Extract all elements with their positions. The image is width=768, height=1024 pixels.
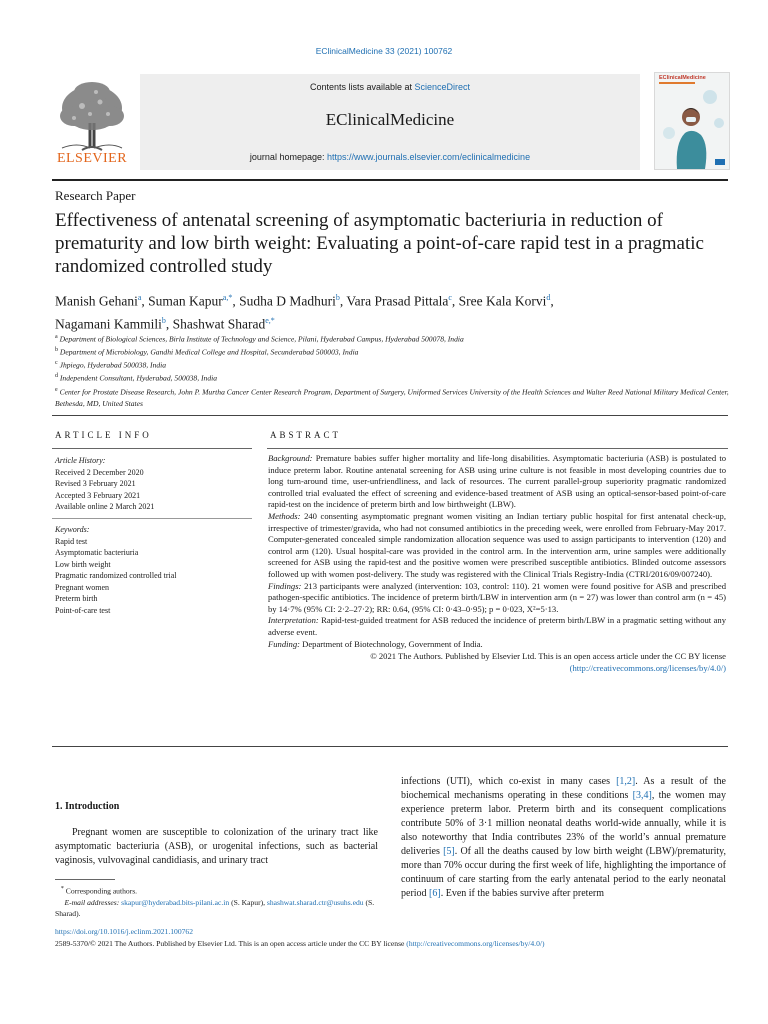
- article-info-divider: [52, 448, 252, 449]
- affiliation-item: [55, 345, 735, 358]
- keywords-divider: [52, 518, 252, 519]
- cover-title: EClinicalMedicine: [659, 75, 706, 81]
- license-statement: [268, 651, 726, 674]
- author-separator: ,: [141, 293, 149, 309]
- article-title: Effectiveness of antenatal screening of asymptomatic bacteriuria in reduction of prematurity and low birth weight: Evaluating a point-of-care rapid test in a pragmatic randomized controlled study: [55, 210, 704, 277]
- affiliation-marker: c: [55, 360, 58, 367]
- body-left-column: [55, 826, 378, 868]
- author-name: Vara Prasad Pittala: [346, 293, 449, 309]
- publisher-logo-text: ELSEVIER: [56, 151, 128, 166]
- abstract-interpretation: [268, 615, 726, 638]
- abstract-heading: ABSTRACT: [270, 430, 342, 440]
- introduction-heading: 1. Introduction: [55, 801, 120, 812]
- citation-link[interactable]: [5]: [443, 846, 455, 857]
- author-affiliation-marker[interactable]: a,*: [222, 293, 233, 302]
- abstract-section-label: Methods:: [268, 510, 301, 521]
- body-right-column: [401, 775, 726, 901]
- article-history: [55, 455, 250, 513]
- keywords-label: Keywords:: [55, 525, 90, 534]
- history-line: Received 2 December 2020: [55, 467, 144, 477]
- doi-line: [55, 927, 193, 936]
- abstract-section-text: Department of Biotechnology, Government of India.: [299, 638, 483, 649]
- keyword-item: Preterm birth: [55, 594, 98, 603]
- journal-title: EClinicalMedicine: [325, 110, 455, 129]
- affiliation-marker: a: [55, 334, 58, 340]
- email-link-sharad[interactable]: shashwat.sharad.ctr@usuhs.edu: [266, 897, 364, 907]
- keyword-item: Pregnant women: [55, 582, 109, 592]
- cover-illustration-icon: [655, 73, 729, 169]
- abstract-section-label: Findings:: [268, 580, 302, 591]
- author-name: Nagamani Kammili: [55, 316, 162, 331]
- author-separator: ,: [339, 293, 347, 309]
- citation-link[interactable]: [3,4]: [632, 790, 652, 801]
- section-divider: [52, 415, 728, 416]
- history-line: Accepted 3 February 2021: [55, 490, 141, 500]
- body-text-run: . As a result of the biochemical mechanisms operating in these conditions: [401, 776, 726, 801]
- body-text-run: infections (UTI), which co-exist in many cases: [401, 776, 617, 787]
- journal-reference[interactable]: EClinicalMedicine 33 (2021) 100762: [315, 46, 453, 56]
- corresponding-text: Corresponding authors.: [65, 886, 138, 896]
- email-footnote: [55, 897, 378, 919]
- sciencedirect-link[interactable]: ScienceDirect: [414, 82, 471, 92]
- footnotes: [55, 883, 378, 919]
- homepage-prefix: journal homepage:: [249, 152, 327, 162]
- citation-link[interactable]: [6]: [429, 888, 441, 899]
- body-text-run: . Of all the deaths caused by low birth weight (LBW)/prematurity, more than 70% occur during the first week of life, highlighting the importance of continuum of care starting from the early antenatal period to the early neonatal period: [401, 846, 727, 899]
- homepage-line: [140, 152, 640, 162]
- abstract-divider: [267, 448, 728, 449]
- article-type: Research Paper: [55, 188, 136, 203]
- affiliation-marker: e: [55, 386, 58, 393]
- abstract-findings: [268, 581, 726, 616]
- abstract-methods: [268, 511, 726, 581]
- footnote-divider: [55, 879, 115, 880]
- abstract-section-label: Interpretation:: [268, 615, 319, 626]
- affiliation-text: Independent Consultant, Hyderabad, 500038, India: [59, 373, 218, 383]
- affiliation-item: [55, 371, 735, 384]
- author-separator: ,: [232, 293, 240, 309]
- abstract-section-label: Background:: [268, 453, 313, 463]
- contents-prefix: Contents lists available at: [309, 82, 415, 92]
- email-owner: (S. Kapur),: [229, 897, 267, 907]
- contents-line: [140, 82, 640, 92]
- author-affiliation-marker[interactable]: d: [546, 293, 551, 302]
- keywords: [55, 524, 250, 616]
- license-link[interactable]: (http://creativecommons.org/licenses/by/4.0/): [569, 662, 726, 673]
- citation-link[interactable]: [1,2]: [616, 776, 636, 787]
- author-affiliation-marker[interactable]: b: [161, 315, 166, 325]
- abstract-bottom-divider: [52, 746, 728, 747]
- author-name: Manish Gehani: [55, 293, 138, 309]
- copyright-license-link[interactable]: (http://creativecommons.org/licenses/by/4.0/): [406, 939, 545, 948]
- author-name: Sree Kala Korvi: [458, 293, 547, 309]
- copyright-text: 2589-5370/© 2021 The Authors. Published by Elsevier Ltd. This is an open access article under the CC BY license: [55, 939, 407, 948]
- email-owner: (S. Sharad).: [55, 897, 375, 918]
- author-name: Suman Kapur: [148, 293, 223, 309]
- homepage-link[interactable]: https://www.journals.elsevier.com/eclinicalmedicine: [326, 152, 531, 162]
- author-affiliation-marker[interactable]: e,*: [265, 315, 275, 325]
- email-label: E-mail addresses:: [64, 897, 120, 907]
- body-text-run: , the women may experience preterm labor. Preterm birth and its consequent complications contribute 50% of 3·1 million neonatal deaths world-wide annually, while it is also noteworthy that India contributes 23% of the world’s annual premature deliveries: [401, 790, 726, 857]
- abstract-section-text: Premature babies suffer higher mortality and life-long disabilities. Asymptomatic bacteriuria (ASB) is postulated to induce preterm labor. Routine antenatal screening for ASB using urine culture is not feasible in most developing countries due to long turn-around time, user-unfriendliness, and lack of resources. The current parallel-group superiority pragmatic randomized controlled trial evaluated the effect of screening and evidence-based treatment of ASB using an optical-sensor-based point-of-care rapid-test on the incidence of preterm birth and low birthweight (LBW).: [268, 453, 726, 510]
- abstract-section-text: Rapid-test-guided treatment for ASB reduced the incidence of preterm birth/LBW in a pragmatic setting without any adverse event.: [268, 615, 726, 637]
- author-affiliation-marker[interactable]: b: [335, 293, 340, 302]
- history-line: Available online 2 March 2021: [55, 502, 155, 511]
- body-text-run: . Even if the babies survive after preterm: [440, 888, 604, 899]
- body-paragraph: Pregnant women are susceptible to colonization of the urinary tract like asymptomatic bacteriuria (ASB), or urogenital infections, such as bacterial vaginosis, vulvovaginal candidiasis, and urinary tract: [55, 827, 378, 866]
- doi-link[interactable]: https://doi.org/10.1016/j.eclinm.2021.100762: [55, 927, 194, 936]
- email-link-kapur[interactable]: skapur@hyderabad.bits-pilani.ac.in: [121, 897, 230, 907]
- keyword-item: Asymptomatic bacteriuria: [55, 548, 139, 557]
- keyword-item: Pragmatic randomized controlled trial: [55, 571, 177, 580]
- abstract-section-text: 213 participants were analyzed (intervention: 103, control: 110). 21 women were found positive for ASB and prescribed pathogen-specific antibiotics. The incidence of preterm birth/LBW in intervention arm (n = 27) was lower than control arm (n = 45) by 14·7% (95% CI: 2·2–27·2); RR: 0.64, (95% CI: 0·43–0·95); p = 0·023, X²=5·13.: [268, 580, 726, 614]
- affiliation-item: [55, 332, 735, 345]
- keyword-item: Rapid test: [55, 536, 88, 546]
- author-name: Shashwat Sharad: [172, 316, 266, 331]
- abstract-section-text: 240 consenting asymptomatic pregnant women visiting an Indian tertiary public hospital for first antenatal check-up, irrespective of trimester/gravida, who had not consumed antibiotics in the preceding week, were enrolled from February-May 2017. Computer-generated concealed simple randomization allocation sequence was used to assign participants to intervention (120) and control arm (120). Usual hospital-care was provided in the control arm. In the intervention arm, urine samples were additionally screened for ASB using the rapid-test and the positive women were prescribed susceptible antibiotics. Blinded outcome assessors followed up with women post-delivery. The study was registered with the Clinical Trials Registry-India (CTRI/2016/09/007240).: [268, 510, 726, 579]
- author-list: [55, 288, 725, 333]
- history-label: Article History:: [55, 456, 106, 465]
- author-affiliation-marker[interactable]: c: [448, 293, 452, 302]
- keyword-item: Low birth weight: [55, 559, 111, 569]
- author-name: Sudha D Madhuri: [239, 293, 336, 309]
- article-info-heading: ARTICLE INFO: [55, 430, 152, 440]
- author-separator: ,: [451, 293, 459, 309]
- affiliation-marker: b: [55, 347, 58, 354]
- affiliation-marker: d: [55, 373, 58, 380]
- abstract-funding: [268, 639, 726, 651]
- history-line: Revised 3 February 2021: [55, 479, 136, 488]
- author-separator: ,: [550, 293, 554, 309]
- abstract-body: [268, 453, 726, 674]
- copyright-line: [55, 939, 545, 948]
- affiliation-text: Department of Microbiology, Gandhi Medical College and Hospital, Secunderabad 500003, India: [59, 347, 359, 357]
- abstract-section-label: Funding:: [268, 638, 300, 649]
- affiliation-list: [55, 332, 735, 409]
- header-divider: [52, 179, 728, 181]
- affiliation-item: [55, 385, 735, 410]
- license-text: © 2021 The Authors. Published by Elsevier Ltd. This is an open access article under the CC BY license: [370, 651, 726, 662]
- keyword-item: Point-of-care test: [55, 605, 111, 615]
- author-affiliation-marker[interactable]: a: [137, 293, 142, 302]
- author-separator: ,: [165, 316, 173, 331]
- affiliation-item: [55, 358, 735, 371]
- affiliation-text: Jhpiego, Hyderabad 500038, India: [59, 360, 167, 370]
- abstract-background: [268, 453, 726, 511]
- journal-cover-thumbnail[interactable]: [654, 72, 730, 170]
- corresponding-footnote: * Corresponding authors.: [60, 885, 138, 896]
- affiliation-text: Center for Prostate Disease Research, John P. Murtha Cancer Center Research Program, Department of Surgery, Uniformed Services University of the Health Sciences and Walter Reed National Military Medical Center, Bethesda, MD, United States: [55, 387, 729, 408]
- affiliation-text: Department of Biological Sciences, Birla Institute of Technology and Science, Pilani, Hyderabad Campus, Hyderabad 500078, India: [59, 334, 464, 344]
